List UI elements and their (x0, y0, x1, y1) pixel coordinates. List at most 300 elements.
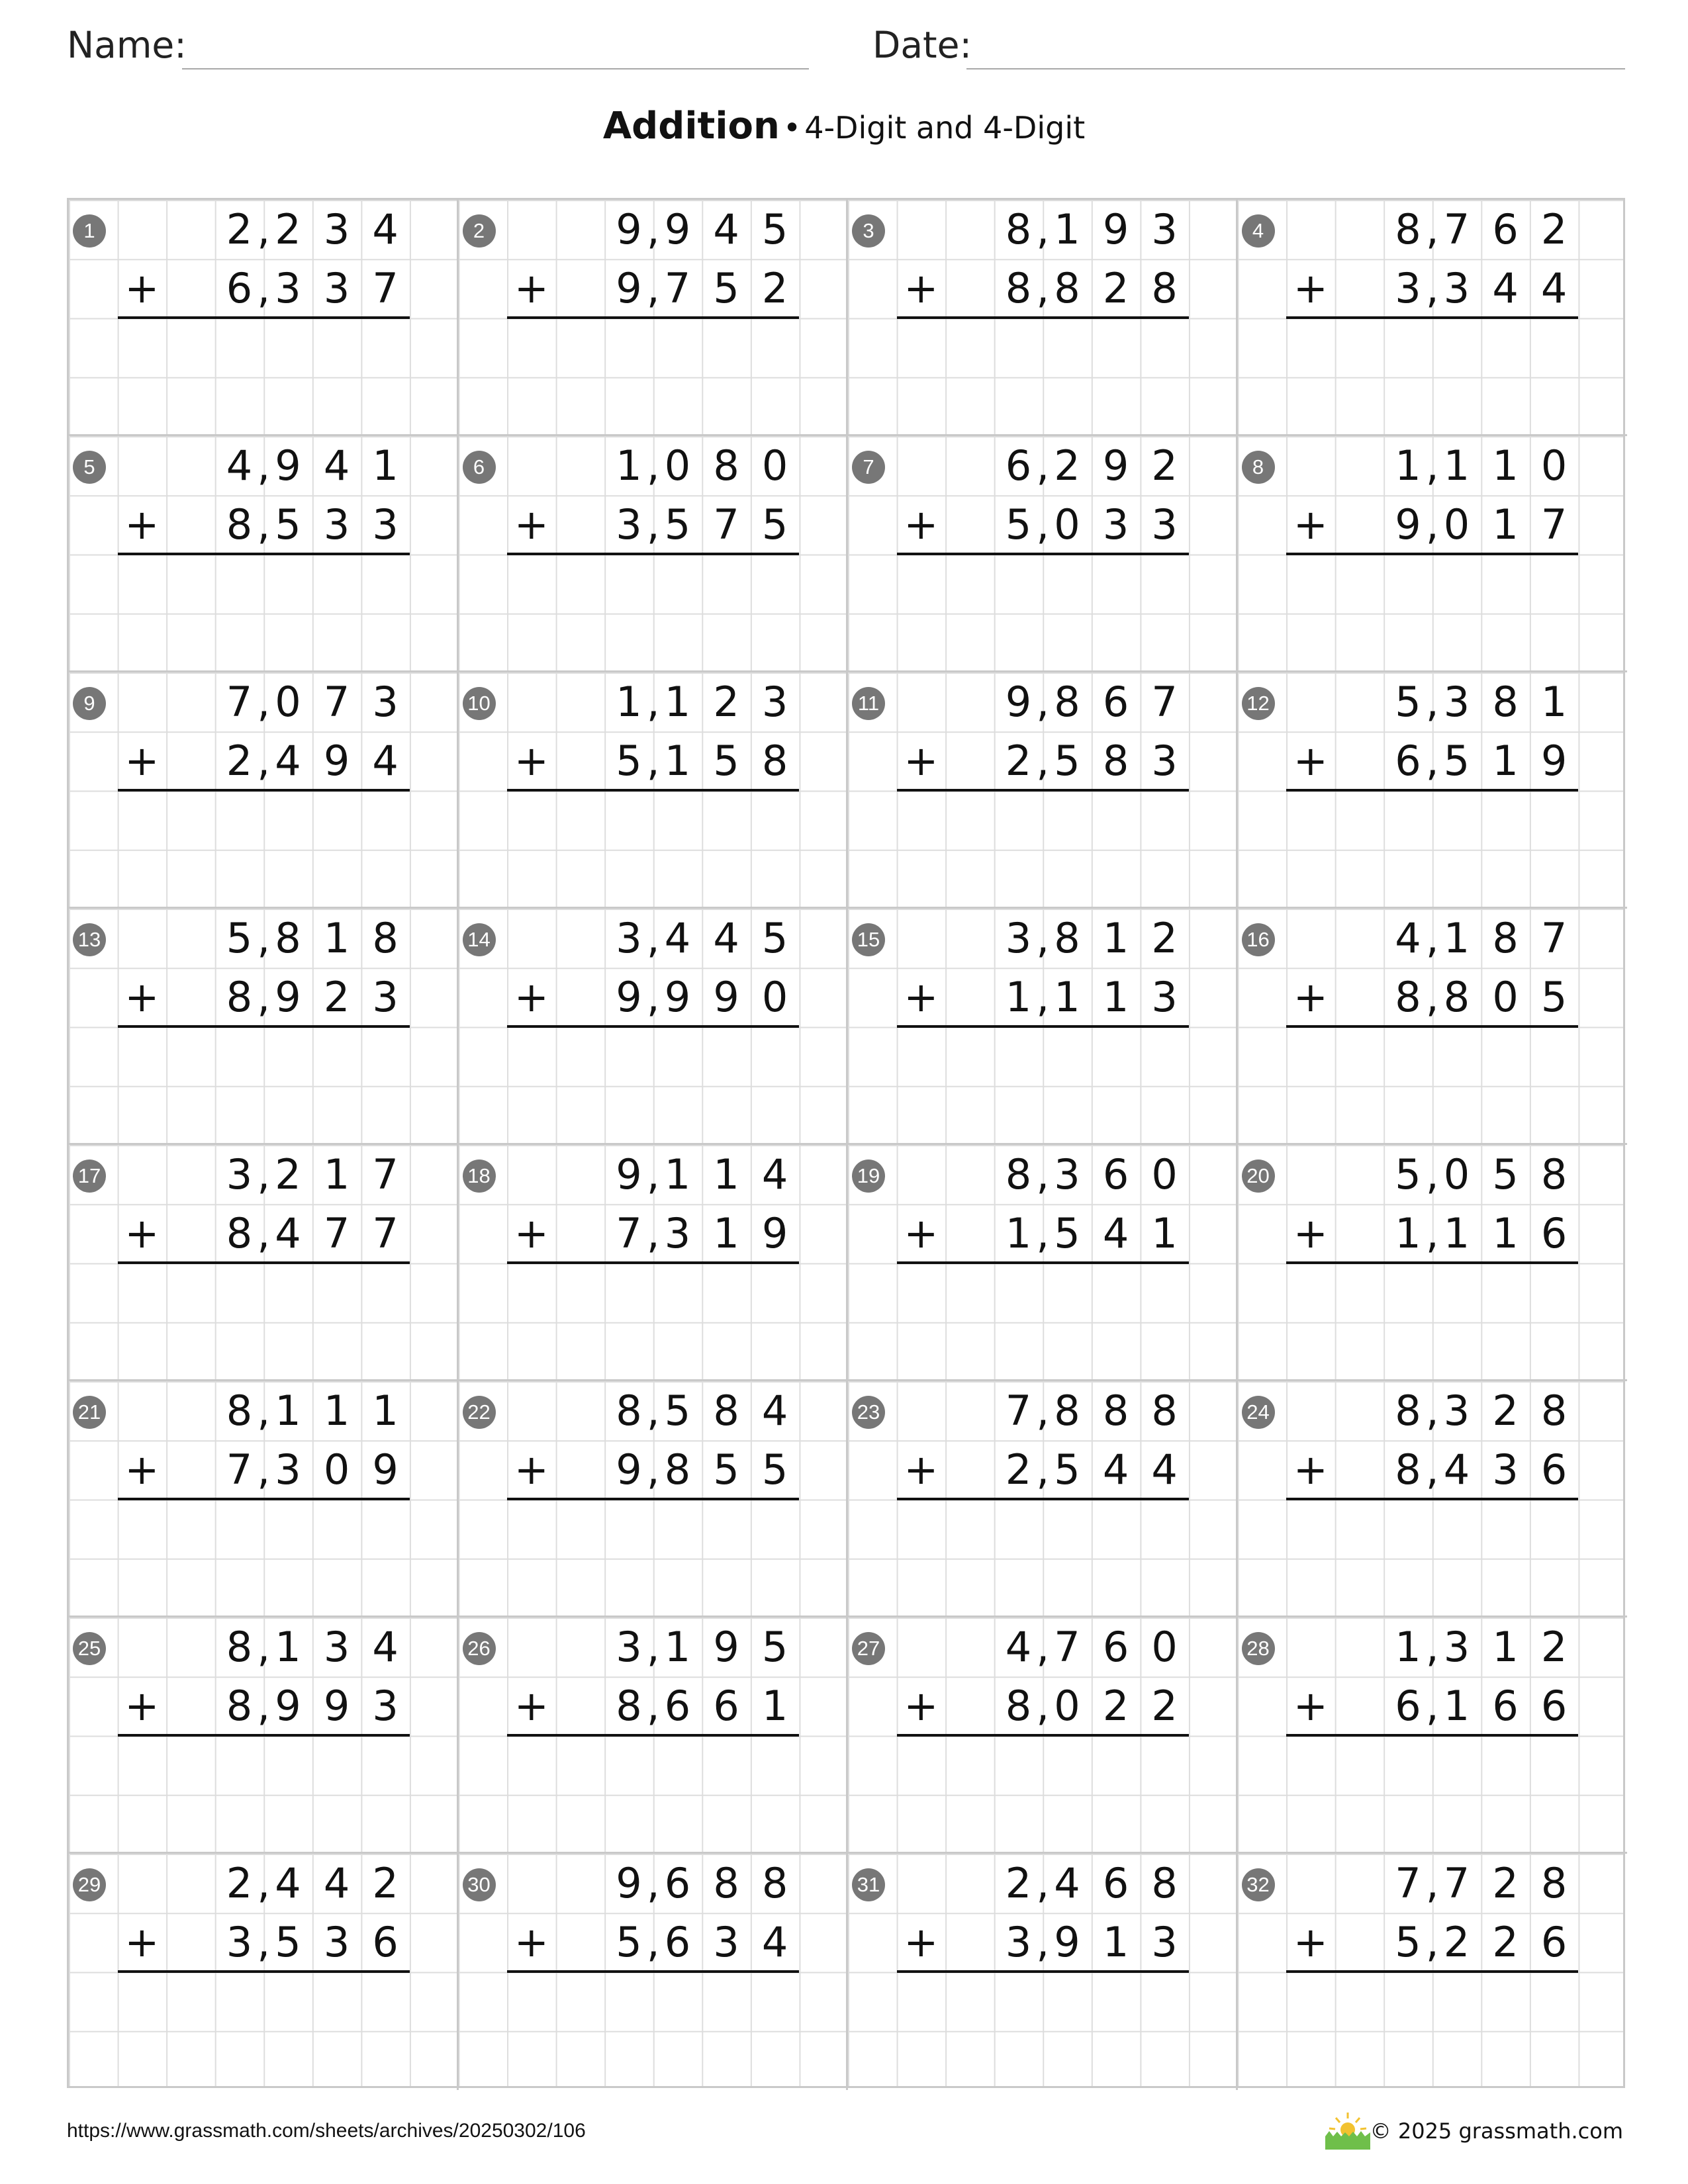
digit: 9 (1005, 678, 1032, 726)
answer-area[interactable] (507, 555, 799, 668)
digit: 5 (616, 1918, 642, 1966)
problem-number-badge: 24 (1242, 1396, 1275, 1429)
problem (69, 1381, 459, 1617)
answer-area[interactable] (897, 1264, 1189, 1377)
answer-area[interactable] (507, 1737, 799, 1849)
thousands-separator: , (1036, 914, 1050, 962)
digit: 6 (1395, 1682, 1421, 1730)
digit: 0 (1054, 1682, 1080, 1730)
digit: 3 (664, 1209, 691, 1257)
digit: 5 (1005, 500, 1032, 549)
plus-sign: + (124, 1918, 160, 1966)
digit: 1 (323, 914, 350, 962)
problem (848, 672, 1238, 909)
problem-number-badge: 7 (852, 451, 885, 484)
problem-number-badge: 14 (463, 923, 496, 956)
thousands-separator: , (646, 205, 660, 253)
digit: 8 (1443, 973, 1470, 1021)
thousands-separator: , (257, 737, 271, 785)
thousands-separator: , (1425, 737, 1439, 785)
answer-area[interactable] (118, 1028, 410, 1140)
plus-sign: + (514, 1445, 549, 1494)
addend-bottom (1238, 1913, 1628, 1972)
thousands-separator: , (1036, 264, 1050, 312)
plus-sign: + (904, 500, 939, 549)
plus-sign: + (904, 973, 939, 1021)
thousands-separator: , (646, 500, 660, 549)
plus-sign: + (124, 1445, 160, 1494)
digit: 4 (713, 914, 739, 962)
digit: 1 (664, 1623, 691, 1671)
digit: 8 (1151, 1387, 1178, 1435)
problem (1238, 672, 1628, 909)
thousands-separator: , (1036, 500, 1050, 549)
digit: 6 (664, 1682, 691, 1730)
answer-area[interactable] (118, 319, 410, 432)
problem (69, 200, 459, 436)
digit: 4 (275, 1209, 301, 1257)
digit: 9 (1054, 1918, 1080, 1966)
problem-number-badge: 31 (852, 1868, 885, 1901)
thousands-separator: , (1036, 1859, 1050, 1907)
digit: 5 (1443, 737, 1470, 785)
addend-top (848, 1617, 1238, 1676)
digit: 3 (1443, 1387, 1470, 1435)
digit: 5 (761, 1623, 788, 1671)
problem (1238, 1617, 1628, 1854)
addend-bottom (459, 968, 849, 1026)
answer-area[interactable] (507, 1973, 799, 2085)
answer-area[interactable] (897, 1973, 1189, 2085)
digit: 8 (664, 1445, 691, 1494)
digit: 5 (1492, 1150, 1519, 1199)
digit: 0 (1492, 973, 1519, 1021)
problem-number-badge: 28 (1242, 1632, 1275, 1665)
problem-number-badge: 22 (463, 1396, 496, 1429)
digit: 3 (1151, 205, 1178, 253)
plus-sign: + (1293, 1445, 1328, 1494)
digit: 4 (761, 1918, 788, 1966)
digit: 8 (1005, 264, 1032, 312)
addend-bottom (69, 1204, 459, 1263)
digit: 3 (616, 914, 642, 962)
digit: 2 (1151, 1682, 1178, 1730)
problem (848, 436, 1238, 672)
digit: 3 (1151, 737, 1178, 785)
plus-sign: + (904, 1209, 939, 1257)
digit: 3 (1054, 1150, 1080, 1199)
digit: 6 (1540, 1209, 1568, 1257)
digit: 1 (1102, 914, 1129, 962)
addend-bottom (459, 1204, 849, 1263)
digit: 3 (323, 1623, 350, 1671)
digit: 8 (226, 500, 253, 549)
addend-top (459, 909, 849, 968)
answer-area[interactable] (507, 1028, 799, 1140)
addend-bottom (69, 259, 459, 318)
digit: 4 (664, 914, 691, 962)
digit: 1 (372, 441, 399, 490)
digit: 1 (616, 678, 642, 726)
problem (1238, 1381, 1628, 1617)
problem-number-badge: 8 (1242, 451, 1275, 484)
digit: 1 (1443, 914, 1470, 962)
digit: 8 (1395, 973, 1421, 1021)
digit: 9 (616, 1859, 642, 1907)
answer-area[interactable] (1286, 1973, 1578, 2085)
problem (69, 1854, 459, 2090)
digit: 2 (275, 1150, 301, 1199)
digit: 5 (1395, 1150, 1421, 1199)
plus-sign: + (1293, 500, 1328, 549)
digit: 4 (323, 1859, 350, 1907)
problem (848, 1381, 1238, 1617)
answer-area[interactable] (507, 1264, 799, 1377)
digit: 2 (1540, 205, 1568, 253)
thousands-separator: , (257, 973, 271, 1021)
addend-bottom (1238, 1676, 1628, 1735)
digit: 8 (761, 1859, 788, 1907)
digit: 4 (761, 1150, 788, 1199)
answer-area[interactable] (118, 1973, 410, 2085)
digit: 5 (1395, 678, 1421, 726)
problem (459, 1381, 849, 1617)
thousands-separator: , (257, 500, 271, 549)
digit: 1 (713, 1209, 739, 1257)
answer-area[interactable] (897, 1737, 1189, 1849)
thousands-separator: , (1425, 1623, 1439, 1671)
digit: 6 (1005, 441, 1032, 490)
addend-bottom (69, 1913, 459, 1972)
addend-bottom (1238, 1440, 1628, 1499)
digit: 3 (275, 1445, 301, 1494)
problem-number-badge: 13 (73, 923, 106, 956)
thousands-separator: , (646, 1445, 660, 1494)
plus-sign: + (514, 500, 549, 549)
digit: 3 (372, 973, 399, 1021)
addend-bottom (69, 731, 459, 790)
digit: 6 (664, 1918, 691, 1966)
digit: 2 (1005, 737, 1032, 785)
thousands-separator: , (1036, 1387, 1050, 1435)
answer-area[interactable] (118, 555, 410, 668)
problem-number-badge: 4 (1242, 214, 1275, 248)
plus-sign: + (124, 737, 160, 785)
addend-top (1238, 1854, 1628, 1913)
digit: 5 (1395, 1918, 1421, 1966)
digit: 3 (1151, 500, 1178, 549)
digit: 5 (226, 914, 253, 962)
plus-sign: + (904, 737, 939, 785)
title-subtitle: 4-Digit and 4-Digit (804, 110, 1086, 146)
thousands-separator: , (646, 1859, 660, 1907)
name-line[interactable] (182, 68, 809, 69)
digit: 1 (1395, 1623, 1421, 1671)
digit: 4 (713, 205, 739, 253)
plus-sign: + (124, 973, 160, 1021)
thousands-separator: , (1425, 1150, 1439, 1199)
thousands-separator: , (1425, 205, 1439, 253)
thousands-separator: , (1036, 1150, 1050, 1199)
digit: 0 (1151, 1623, 1178, 1671)
thousands-separator: , (646, 441, 660, 490)
problem-number-badge: 16 (1242, 923, 1275, 956)
addend-bottom (459, 1440, 849, 1499)
answer-area[interactable] (1286, 319, 1578, 432)
digit: 3 (1492, 1445, 1519, 1494)
answer-area[interactable] (1286, 1028, 1578, 1140)
thousands-separator: , (1425, 973, 1439, 1021)
plus-sign: + (904, 1445, 939, 1494)
plus-sign: + (124, 1682, 160, 1730)
digit: 8 (616, 1387, 642, 1435)
digit: 5 (713, 737, 739, 785)
thousands-separator: , (646, 1209, 660, 1257)
digit: 0 (664, 441, 691, 490)
plus-sign: + (514, 1918, 549, 1966)
addend-bottom (1238, 968, 1628, 1026)
thousands-separator: , (257, 1445, 271, 1494)
digit: 8 (1005, 1150, 1032, 1199)
digit: 9 (713, 973, 739, 1021)
addend-top (69, 1854, 459, 1913)
date-line[interactable] (966, 68, 1625, 69)
digit: 6 (1540, 1918, 1568, 1966)
problem (69, 672, 459, 909)
addend-bottom (848, 1440, 1238, 1499)
digit: 9 (761, 1209, 788, 1257)
thousands-separator: , (1036, 441, 1050, 490)
answer-area[interactable] (897, 1028, 1189, 1140)
problem (69, 1145, 459, 1381)
answer-area[interactable] (897, 1500, 1189, 1613)
digit: 0 (1443, 500, 1470, 549)
problem-number-badge: 27 (852, 1632, 885, 1665)
digit: 1 (1443, 1682, 1470, 1730)
problem-number-badge: 2 (463, 214, 496, 248)
thousands-separator: , (1036, 205, 1050, 253)
digit: 6 (1540, 1682, 1568, 1730)
digit: 3 (323, 500, 350, 549)
digit: 8 (1054, 1387, 1080, 1435)
addend-bottom (848, 495, 1238, 554)
answer-area[interactable] (118, 1500, 410, 1613)
thousands-separator: , (646, 1918, 660, 1966)
plus-sign: + (124, 500, 160, 549)
problem (69, 436, 459, 672)
thousands-separator: , (257, 1859, 271, 1907)
problem-number-badge: 25 (73, 1632, 106, 1665)
digit: 4 (226, 441, 253, 490)
plus-sign: + (1293, 264, 1328, 312)
problem-number-badge: 1 (73, 214, 106, 248)
problem (1238, 1854, 1628, 2090)
digit: 0 (1151, 1150, 1178, 1199)
answer-area[interactable] (507, 792, 799, 904)
answer-area[interactable] (1286, 1737, 1578, 1849)
digit: 7 (372, 264, 399, 312)
thousands-separator: , (257, 678, 271, 726)
digit: 3 (761, 678, 788, 726)
digit: 8 (761, 737, 788, 785)
addend-bottom (459, 259, 849, 318)
digit: 2 (713, 678, 739, 726)
digit: 1 (1395, 441, 1421, 490)
answer-area[interactable] (507, 319, 799, 432)
answer-area[interactable] (507, 1500, 799, 1613)
thousands-separator: , (257, 1150, 271, 1199)
digit: 1 (1102, 973, 1129, 1021)
digit: 0 (761, 441, 788, 490)
thousands-separator: , (1425, 500, 1439, 549)
addend-top (459, 1617, 849, 1676)
answer-area[interactable] (1286, 555, 1578, 668)
digit: 1 (1054, 973, 1080, 1021)
addend-top (459, 1145, 849, 1204)
problem-number-badge: 21 (73, 1396, 106, 1429)
digit: 2 (226, 205, 253, 253)
digit: 5 (761, 1445, 788, 1494)
digit: 8 (1151, 1859, 1178, 1907)
addend-top (69, 1381, 459, 1440)
problem-number-badge: 19 (852, 1160, 885, 1193)
digit: 8 (1054, 914, 1080, 962)
digit: 2 (226, 737, 253, 785)
digit: 3 (372, 1682, 399, 1730)
digit: 2 (226, 1859, 253, 1907)
digit: 2 (1102, 264, 1129, 312)
digit: 8 (713, 441, 739, 490)
digit: 8 (372, 914, 399, 962)
digit: 5 (1054, 1209, 1080, 1257)
digit: 7 (1540, 914, 1568, 962)
footer-url: https://www.grassmath.com/sheets/archives/20250302/106 (67, 2120, 586, 2142)
thousands-separator: , (1425, 1918, 1439, 1966)
thousands-separator: , (1036, 1682, 1050, 1730)
addend-top (848, 909, 1238, 968)
digit: 4 (1054, 1859, 1080, 1907)
problem-number-badge: 11 (852, 687, 885, 720)
addend-bottom (1238, 259, 1628, 318)
addend-top (459, 436, 849, 495)
answer-area[interactable] (1286, 1500, 1578, 1613)
digit: 1 (1102, 1918, 1129, 1966)
digit: 3 (323, 264, 350, 312)
addend-top (848, 672, 1238, 731)
digit: 0 (761, 973, 788, 1021)
plus-sign: + (1293, 1682, 1328, 1730)
digit: 5 (761, 205, 788, 253)
answer-area[interactable] (118, 1264, 410, 1377)
problem (69, 909, 459, 1145)
digit: 7 (226, 1445, 253, 1494)
digit: 8 (226, 1623, 253, 1671)
problem-number-badge: 12 (1242, 687, 1275, 720)
digit: 0 (1443, 1150, 1470, 1199)
digit: 8 (1540, 1387, 1568, 1435)
digit: 2 (1151, 914, 1178, 962)
answer-area[interactable] (897, 555, 1189, 668)
digit: 1 (275, 1387, 301, 1435)
digit: 3 (616, 1623, 642, 1671)
digit: 2 (275, 205, 301, 253)
worksheet-title (0, 105, 1688, 148)
digit: 3 (1151, 973, 1178, 1021)
digit: 3 (616, 500, 642, 549)
problem (848, 200, 1238, 436)
digit: 1 (1540, 678, 1568, 726)
addend-bottom (459, 731, 849, 790)
digit: 9 (1102, 441, 1129, 490)
answer-area[interactable] (1286, 792, 1578, 904)
digit: 9 (323, 1682, 350, 1730)
problem (459, 436, 849, 672)
answer-area[interactable] (118, 1737, 410, 1849)
digit: 8 (226, 973, 253, 1021)
problem-number-badge: 17 (73, 1160, 106, 1193)
thousands-separator: , (1036, 973, 1050, 1021)
digit: 7 (1054, 1623, 1080, 1671)
thousands-separator: , (257, 1918, 271, 1966)
answer-area[interactable] (897, 792, 1189, 904)
digit: 1 (1151, 1209, 1178, 1257)
problem-number-badge: 10 (463, 687, 496, 720)
digit: 4 (1443, 1445, 1470, 1494)
digit: 5 (664, 500, 691, 549)
addend-top (459, 672, 849, 731)
digit: 7 (1151, 678, 1178, 726)
answer-area[interactable] (118, 792, 410, 904)
digit: 1 (1492, 737, 1519, 785)
digit: 6 (1102, 1150, 1129, 1199)
digit: 1 (372, 1387, 399, 1435)
digit: 6 (713, 1682, 739, 1730)
digit: 7 (372, 1150, 399, 1199)
digit: 3 (1443, 264, 1470, 312)
problem (1238, 1145, 1628, 1381)
digit: 3 (1443, 678, 1470, 726)
digit: 5 (713, 264, 739, 312)
answer-area[interactable] (1286, 1264, 1578, 1377)
digit: 5 (275, 500, 301, 549)
digit: 4 (275, 737, 301, 785)
digit: 3 (372, 500, 399, 549)
digit: 9 (616, 973, 642, 1021)
digit: 9 (616, 1150, 642, 1199)
thousands-separator: , (1425, 264, 1439, 312)
problem (848, 909, 1238, 1145)
addend-bottom (848, 259, 1238, 318)
addend-top (848, 1381, 1238, 1440)
digit: 3 (275, 264, 301, 312)
problem-number-badge: 30 (463, 1868, 496, 1901)
answer-area[interactable] (897, 319, 1189, 432)
addend-top (69, 909, 459, 968)
digit: 2 (1540, 1623, 1568, 1671)
digit: 5 (1540, 973, 1568, 1021)
digit: 8 (616, 1682, 642, 1730)
digit: 4 (372, 737, 399, 785)
thousands-separator: , (646, 973, 660, 1021)
problem (459, 909, 849, 1145)
addend-top (69, 1617, 459, 1676)
digit: 3 (372, 678, 399, 726)
problem (848, 1854, 1238, 2090)
addend-bottom (459, 1676, 849, 1735)
thousands-separator: , (257, 1209, 271, 1257)
addend-top (848, 436, 1238, 495)
digit: 4 (1492, 264, 1519, 312)
